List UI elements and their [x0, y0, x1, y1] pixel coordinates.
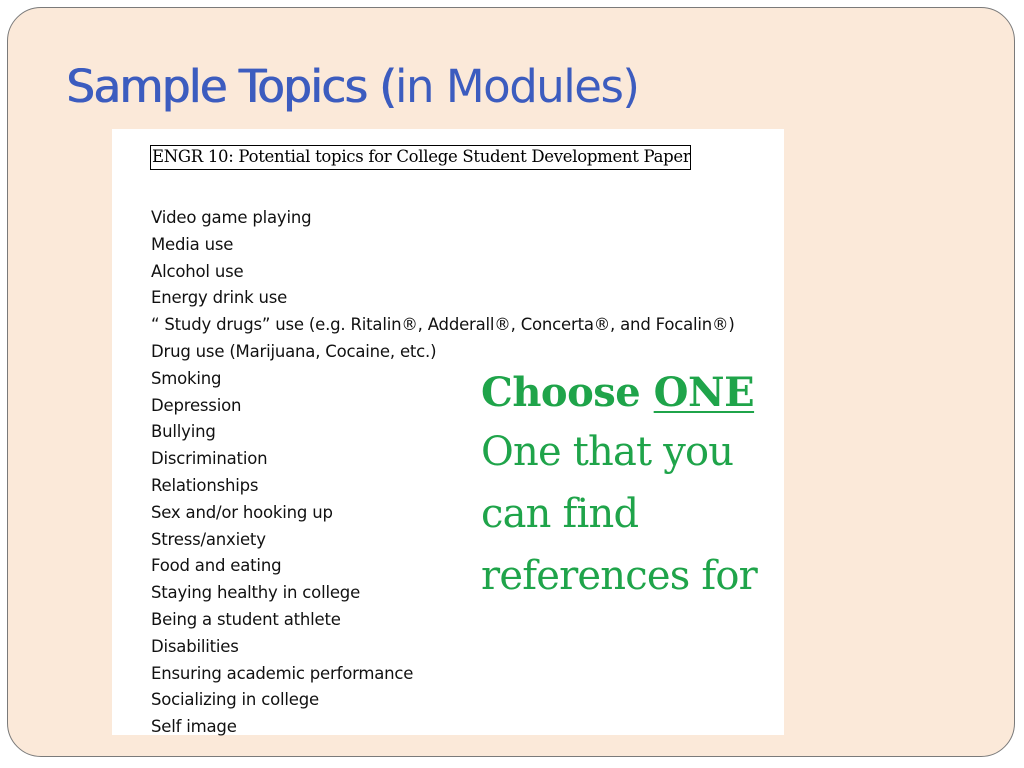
topic-item: Relationships — [151, 475, 259, 495]
topic-item: Video game playing — [151, 208, 312, 227]
topic-item: Socializing in college — [151, 690, 319, 710]
topic-item: Food and eating — [151, 556, 282, 576]
callout-line-2: One that you — [481, 429, 734, 475]
topic-item: Media use — [151, 234, 234, 254]
slide-title-bold: Sample Topics ( — [66, 60, 396, 113]
topic-item: Self image — [151, 717, 237, 737]
topic-item: Staying healthy in college — [151, 583, 361, 603]
topic-item: Discrimination — [151, 449, 268, 469]
topic-item: Smoking — [151, 368, 222, 388]
callout-text — [481, 365, 757, 607]
topic-item: Stress/anxiety — [151, 529, 266, 549]
topic-item: Bullying — [151, 422, 216, 442]
topic-item: Disabilities — [151, 636, 239, 656]
callout-line-3: can find — [481, 491, 639, 537]
slide-title — [66, 60, 639, 114]
topic-item: Drug use (Marijuana, Cocaine, etc.) — [151, 341, 437, 361]
callout-line-4: references for — [481, 553, 757, 599]
topic-item: Depression — [151, 395, 242, 415]
topic-item: “ Study drugs” use (e.g. Ritalin®, Adderall®, Concerta®, and Focalin®) — [151, 315, 735, 335]
slide-title-rest: in Modules) — [395, 60, 639, 113]
topic-item: Ensuring academic performance — [151, 663, 414, 683]
document-heading: ENGR 10: Potential topics for College Student Development Paper — [150, 145, 691, 170]
topic-item: Alcohol use — [151, 261, 244, 281]
callout-one: ONE — [653, 369, 755, 416]
topic-item: Being a student athlete — [151, 609, 341, 629]
callout-heading — [481, 365, 757, 421]
callout-choose: Choose — [481, 369, 654, 416]
topic-item: Energy drink use — [151, 288, 288, 308]
slide-background — [7, 7, 1015, 757]
topic-item: Sex and/or hooking up — [151, 502, 333, 522]
